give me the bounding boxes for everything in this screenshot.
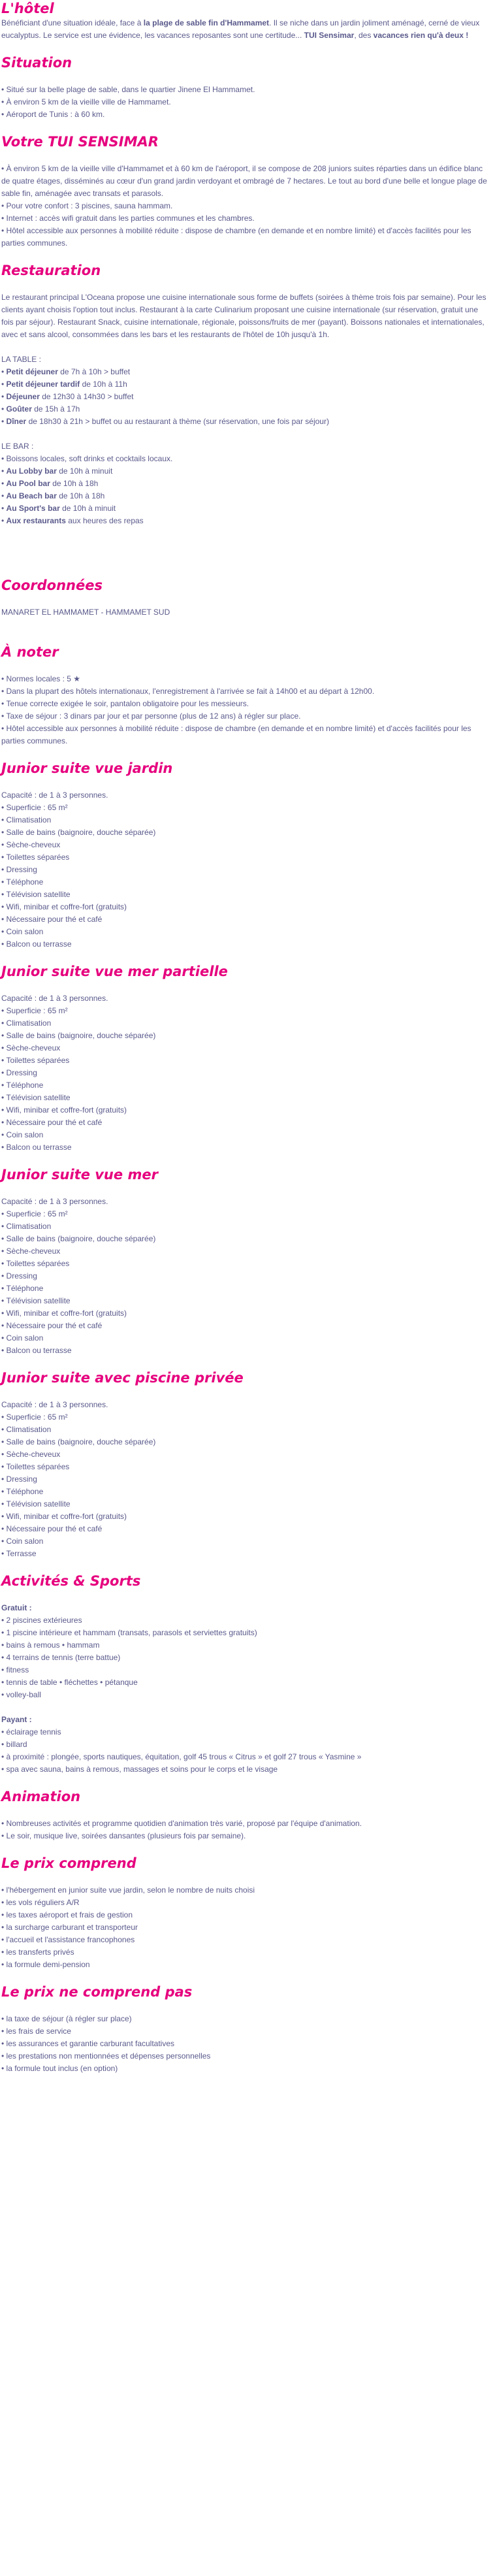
list-item: • Déjeuner de 12h30 à 14h30 > buffet [1, 391, 492, 403]
list-item: • Téléphone [1, 1079, 492, 1092]
room-features [1, 802, 492, 951]
list-item: • Télévision satellite [1, 889, 492, 901]
list-item: • Climatisation [1, 1220, 492, 1233]
room-features [1, 1005, 492, 1154]
list-item: • Aéroport de Tunis : à 60 km. [1, 108, 492, 121]
votre-list [1, 163, 492, 250]
section-room-piscine [1, 1369, 492, 1560]
gratuit-list [1, 1614, 492, 1701]
list-item: • Sèche-cheveux [1, 1245, 492, 1258]
list-item: • Taxe de séjour : 3 dinars par jour et par personne (plus de 12 ans) à régler sur place. [1, 710, 492, 723]
list-item: • Télévision satellite [1, 1498, 492, 1510]
animation-list [1, 1818, 492, 1842]
section-title-situation: Situation [1, 55, 72, 71]
list-item: • Aux restaurants aux heures des repas [1, 515, 492, 527]
list-item: • Tenue correcte exigée le soir, pantalon obligatoire pour les messieurs. [1, 698, 492, 710]
hotel-address: MANARET EL HAMMAMET - HAMMAMET SUD [1, 608, 170, 617]
table-list [1, 366, 492, 428]
room-features [1, 1208, 492, 1357]
list-item: • les vols réguliers A/R [1, 1897, 492, 1909]
list-item: • les frais de service [1, 2025, 492, 2038]
list-item: • Salle de bains (baignoire, douche séparée) [1, 826, 492, 839]
list-item: • Toilettes séparées [1, 1054, 492, 1067]
list-item: • Dans la plupart des hôtels internationaux, l'enregistrement à l'arrivée se fait à 14h00 et au départ à 12h00. [1, 685, 492, 698]
section-hotel [1, 0, 492, 42]
section-votre-tui [1, 133, 492, 250]
list-item: • Wifi, minibar et coffre-fort (gratuits) [1, 1510, 492, 1523]
list-item: • les taxes aéroport et frais de gestion [1, 1909, 492, 1921]
list-item: • l'hébergement en junior suite vue jardin, selon le nombre de nuits choisi [1, 1884, 492, 1897]
list-item: • Coin salon [1, 1535, 492, 1548]
section-coordonnees [1, 577, 492, 619]
section-title-prix-ne-comprend-pas: Le prix ne comprend pas [1, 1984, 193, 2000]
list-item: • À environ 5 km de la vieille ville de Hammamet. [1, 96, 492, 108]
list-item: • éclairage tennis [1, 1726, 492, 1738]
room-capacity: Capacité : de 1 à 3 personnes. [1, 994, 108, 1003]
list-item: • Téléphone [1, 1282, 492, 1295]
room-title: Junior suite vue mer [1, 1167, 158, 1182]
ne-comprend-list [1, 2013, 492, 2075]
list-item: • 2 piscines extérieures [1, 1614, 492, 1627]
list-item: • Boissons locales, soft drinks et cocktails locaux. [1, 453, 492, 465]
list-item: • Salle de bains (baignoire, douche séparée) [1, 1436, 492, 1448]
list-item: • fitness [1, 1664, 492, 1676]
section-room-mer [1, 1166, 492, 1357]
list-item: • Nécessaire pour thé et café [1, 1320, 492, 1332]
list-item: • Climatisation [1, 814, 492, 826]
list-item: • Coin salon [1, 1129, 492, 1141]
list-item: • la formule demi-pension [1, 1959, 492, 1971]
section-title-coordonnees: Coordonnées [1, 578, 103, 593]
restauration-intro: Le restaurant principal L'Oceana propose une cuisine internationale sous forme de buffets (soirées à thème trois fois par semaine). Pour les clients ayant choisis l'option tout inclus. Restaurant à la carte Culinarium proposant une cuisine internationale (sur réservation, gratuit une fois par séjour). Restaurant Snack, cuisine internationale, régionale, poissons/fruits de mer (payant). Boissons nationales et internationales, avec et sans alcool, consommées dans les bars et les restaurants de l'hôtel de 10h jusqu'à 1h. [1, 293, 487, 339]
list-item: • Situé sur la belle plage de sable, dans le quartier Jinene El Hammamet. [1, 84, 492, 96]
list-item: • Climatisation [1, 1017, 492, 1030]
list-item: • À environ 5 km de la vieille ville d'Hammamet et à 60 km de l'aéroport, il se compose de 208 juniors suites réparties dans un édifice blanc de quatre étages, disséminés au cœur d'un grand jardin verdoyant et ombragé de 7 hectares. Le tout au bord d'une belle et longue plage de sable fin, aménagée avec transats et parasols. [1, 163, 492, 200]
list-item: • Dîner de 18h30 à 21h > buffet ou au restaurant à thème (sur réservation, une fois par séjour) [1, 416, 492, 428]
section-title-activites: Activités & Sports [1, 1573, 141, 1589]
a-noter-list [1, 673, 492, 747]
comprend-list [1, 1884, 492, 1971]
hotel-intro: Bénéficiant d'une situation idéale, face à la plage de sable fin d'Hammamet. Il se niche dans un jardin joliment aménagé, cerné de vieux eucalyptus. Le service est une évidence, les vacances reposantes sont une certitude... TUI Sensimar, des vacances rien qu'à deux ! [1, 18, 480, 40]
list-item: • Salle de bains (baignoire, douche séparée) [1, 1030, 492, 1042]
list-item: • Dressing [1, 1473, 492, 1486]
section-situation [1, 54, 492, 121]
list-item: • Téléphone [1, 876, 492, 889]
list-item: • les prestations non mentionnées et dépenses personnelles [1, 2050, 492, 2062]
list-item: • Internet : accès wifi gratuit dans les parties communes et les chambres. [1, 212, 492, 225]
list-item: • Balcon ou terrasse [1, 1345, 492, 1357]
list-item: • tennis de table • fléchettes • pétanque [1, 1676, 492, 1689]
list-item: • Balcon ou terrasse [1, 938, 492, 951]
room-features [1, 1411, 492, 1560]
list-item: • Dressing [1, 864, 492, 876]
list-item: • Superficie : 65 m² [1, 1411, 492, 1424]
list-item: • Hôtel accessible aux personnes à mobilité réduite : dispose de chambre (en demande et en nombre limité) et d'accès facilités pour les parties communes. [1, 225, 492, 250]
list-item: • Salle de bains (baignoire, douche séparée) [1, 1233, 492, 1245]
section-prix-comprend [1, 1855, 492, 1971]
list-item: • Au Pool bar de 10h à 18h [1, 478, 492, 490]
list-item: • Superficie : 65 m² [1, 1005, 492, 1017]
section-title-prix-comprend: Le prix comprend [1, 1855, 136, 1871]
list-item: • Hôtel accessible aux personnes à mobilité réduite : dispose de chambre (en demande et en nombre limité) et d'accès facilités pour les parties communes. [1, 723, 492, 747]
list-item: • Télévision satellite [1, 1092, 492, 1104]
list-item: • Superficie : 65 m² [1, 802, 492, 814]
list-item: • billard [1, 1738, 492, 1751]
list-item: • Goûter de 15h à 17h [1, 403, 492, 416]
section-title-hotel: L'hôtel [1, 1, 54, 16]
list-item: • Nombreuses activités et programme quotidien d'animation très varié, proposé par l'équipe d'animation. [1, 1818, 492, 1830]
list-item: • Wifi, minibar et coffre-fort (gratuits) [1, 1307, 492, 1320]
list-item: • Sèche-cheveux [1, 839, 492, 851]
gratuit-heading: Gratuit : [1, 1603, 32, 1612]
list-item: • Terrasse [1, 1548, 492, 1560]
room-title: Junior suite vue mer partielle [1, 964, 228, 979]
section-a-noter [1, 644, 492, 747]
list-item: • Wifi, minibar et coffre-fort (gratuits) [1, 1104, 492, 1117]
list-item: • Sèche-cheveux [1, 1042, 492, 1054]
section-prix-ne-comprend-pas [1, 1983, 492, 2075]
list-item: • volley-ball [1, 1689, 492, 1701]
list-item: • 1 piscine intérieure et hammam (transats, parasols et serviettes gratuits) [1, 1627, 492, 1639]
list-item: • Nécessaire pour thé et café [1, 1117, 492, 1129]
list-item: • Petit déjeuner de 7h à 10h > buffet [1, 366, 492, 378]
list-item: • Toilettes séparées [1, 1461, 492, 1473]
section-title-votre-tui: Votre TUI SENSIMAR [1, 134, 159, 150]
list-item: • Coin salon [1, 1332, 492, 1345]
list-item: • les transferts privés [1, 1946, 492, 1959]
room-title: Junior suite avec piscine privée [1, 1370, 244, 1386]
list-item: • Téléphone [1, 1486, 492, 1498]
list-item: • Le soir, musique live, soirées dansantes (plusieurs fois par semaine). [1, 1830, 492, 1842]
bar-list [1, 453, 492, 527]
section-title-restauration: Restauration [1, 263, 101, 278]
list-item: • Nécessaire pour thé et café [1, 913, 492, 926]
table-heading: LA TABLE : [1, 355, 41, 364]
list-item: • Wifi, minibar et coffre-fort (gratuits) [1, 901, 492, 913]
list-item: • Dressing [1, 1067, 492, 1079]
list-item: • la formule tout inclus (en option) [1, 2062, 492, 2075]
payant-heading: Payant : [1, 1715, 32, 1724]
list-item: • 4 terrains de tennis (terre battue) [1, 1652, 492, 1664]
list-item: • Pour votre confort : 3 piscines, sauna hammam. [1, 200, 492, 212]
list-item: • Normes locales : 5 ★ [1, 673, 492, 685]
list-item: • Petit déjeuner tardif de 10h à 11h [1, 378, 492, 391]
section-activites [1, 1573, 492, 1776]
section-room-mer-partielle [1, 963, 492, 1154]
list-item: • Nécessaire pour thé et café [1, 1523, 492, 1535]
list-item: • à proximité : plongée, sports nautiques, équitation, golf 45 trous « Citrus » et golf 27 trous « Yasmine » [1, 1751, 492, 1763]
list-item: • Au Sport's bar de 10h à minuit [1, 502, 492, 515]
list-item: • l'accueil et l'assistance francophones [1, 1934, 492, 1946]
list-item: • Télévision satellite [1, 1295, 492, 1307]
payant-list [1, 1726, 492, 1776]
list-item: • les assurances et garantie carburant facultatives [1, 2038, 492, 2050]
section-animation [1, 1788, 492, 1842]
list-item: • Au Lobby bar de 10h à minuit [1, 465, 492, 478]
list-item: • Toilettes séparées [1, 1258, 492, 1270]
bar-heading: LE BAR : [1, 442, 34, 451]
section-title-animation: Animation [1, 1789, 81, 1804]
room-capacity: Capacité : de 1 à 3 personnes. [1, 1197, 108, 1206]
list-item: • la taxe de séjour (à régler sur place) [1, 2013, 492, 2025]
section-restauration [1, 262, 492, 527]
list-item: • Au Beach bar de 10h à 18h [1, 490, 492, 502]
room-capacity: Capacité : de 1 à 3 personnes. [1, 791, 108, 800]
situation-list [1, 84, 492, 121]
section-room-jardin [1, 760, 492, 951]
list-item: • spa avec sauna, bains à remous, massages et soins pour le corps et le visage [1, 1763, 492, 1776]
list-item: • Climatisation [1, 1424, 492, 1436]
list-item: • Sèche-cheveux [1, 1448, 492, 1461]
section-title-a-noter: À noter [1, 644, 59, 660]
room-title: Junior suite vue jardin [1, 760, 173, 776]
list-item: • Coin salon [1, 926, 492, 938]
list-item: • bains à remous • hammam [1, 1639, 492, 1652]
room-capacity: Capacité : de 1 à 3 personnes. [1, 1400, 108, 1409]
list-item: • Superficie : 65 m² [1, 1208, 492, 1220]
list-item: • Balcon ou terrasse [1, 1141, 492, 1154]
list-item: • la surcharge carburant et transporteur [1, 1921, 492, 1934]
list-item: • Toilettes séparées [1, 851, 492, 864]
list-item: • Dressing [1, 1270, 492, 1282]
